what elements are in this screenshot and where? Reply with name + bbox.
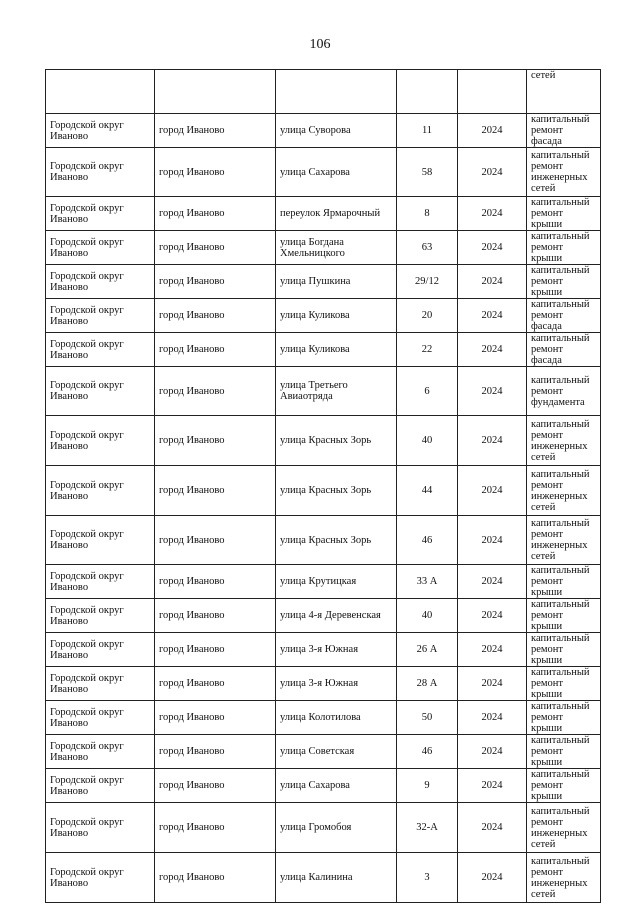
cell-year: 2024 — [458, 803, 527, 853]
cell-city — [155, 70, 276, 114]
cell-year: 2024 — [458, 735, 527, 769]
cell-district: Городской округ Иваново — [46, 516, 155, 565]
cell-year: 2024 — [458, 565, 527, 599]
table-row — [46, 769, 601, 803]
cell-street: улица 4-я Деревенская — [276, 599, 397, 633]
cell-house: 11 — [397, 114, 458, 148]
cell-district: Городской округ Иваново — [46, 114, 155, 148]
cell-district: Городской округ Иваново — [46, 265, 155, 299]
table-row — [46, 565, 601, 599]
cell-year: 2024 — [458, 299, 527, 333]
cell-street: улица Пушкина — [276, 265, 397, 299]
cell-district: Городской округ Иваново — [46, 803, 155, 853]
cell-street — [276, 70, 397, 114]
cell-year: 2024 — [458, 265, 527, 299]
table-row — [46, 516, 601, 565]
cell-house: 63 — [397, 231, 458, 265]
cell-year: 2024 — [458, 633, 527, 667]
cell-year: 2024 — [458, 197, 527, 231]
cell-street: улица 3-я Южная — [276, 667, 397, 701]
cell-work: капитальный ремонт крыши — [527, 769, 601, 803]
cell-house: 26 А — [397, 633, 458, 667]
cell-year: 2024 — [458, 148, 527, 197]
cell-year: 2024 — [458, 416, 527, 466]
cell-work: сетей — [527, 70, 601, 114]
cell-city: город Иваново — [155, 148, 276, 197]
table-row — [46, 148, 601, 197]
cell-work: капитальный ремонт инженерных сетей — [527, 803, 601, 853]
cell-city: город Иваново — [155, 599, 276, 633]
cell-house: 40 — [397, 416, 458, 466]
cell-district: Городской округ Иваново — [46, 367, 155, 416]
cell-district: Городской округ Иваново — [46, 231, 155, 265]
cell-city: город Иваново — [155, 853, 276, 903]
cell-street: улица Советская — [276, 735, 397, 769]
table-row — [46, 416, 601, 466]
cell-district — [46, 70, 155, 114]
cell-street: улица Громобоя — [276, 803, 397, 853]
cell-district: Городской округ Иваново — [46, 466, 155, 516]
cell-year: 2024 — [458, 231, 527, 265]
cell-district: Городской округ Иваново — [46, 701, 155, 735]
cell-house: 8 — [397, 197, 458, 231]
cell-street: переулок Ярмарочный — [276, 197, 397, 231]
cell-city: город Иваново — [155, 735, 276, 769]
cell-district: Городской округ Иваново — [46, 197, 155, 231]
cell-city: город Иваново — [155, 231, 276, 265]
cell-district: Городской округ Иваново — [46, 633, 155, 667]
repair-schedule-table — [45, 69, 601, 903]
cell-city: город Иваново — [155, 197, 276, 231]
cell-street: улица Третьего Авиаотряда — [276, 367, 397, 416]
cell-street: улица 3-я Южная — [276, 633, 397, 667]
table-row — [46, 667, 601, 701]
cell-work: капитальный ремонт фасада — [527, 333, 601, 367]
cell-work: капитальный ремонт крыши — [527, 197, 601, 231]
cell-work: капитальный ремонт фундамента — [527, 367, 601, 416]
continuation-row — [46, 70, 601, 114]
cell-district: Городской округ Иваново — [46, 565, 155, 599]
cell-work: капитальный ремонт фасада — [527, 299, 601, 333]
cell-year: 2024 — [458, 667, 527, 701]
table-row — [46, 466, 601, 516]
table-row — [46, 367, 601, 416]
cell-street: улица Сахарова — [276, 148, 397, 197]
cell-work: капитальный ремонт крыши — [527, 565, 601, 599]
cell-work: капитальный ремонт фасада — [527, 114, 601, 148]
cell-street: улица Красных Зорь — [276, 416, 397, 466]
cell-house: 28 А — [397, 667, 458, 701]
cell-work: капитальный ремонт инженерных сетей — [527, 853, 601, 903]
cell-city: город Иваново — [155, 516, 276, 565]
cell-district: Городской округ Иваново — [46, 853, 155, 903]
cell-work: капитальный ремонт инженерных сетей — [527, 416, 601, 466]
cell-city: город Иваново — [155, 565, 276, 599]
cell-street: улица Красных Зорь — [276, 516, 397, 565]
cell-house: 40 — [397, 599, 458, 633]
table-row — [46, 197, 601, 231]
table-row — [46, 701, 601, 735]
cell-year: 2024 — [458, 701, 527, 735]
cell-year: 2024 — [458, 466, 527, 516]
cell-work: капитальный ремонт крыши — [527, 633, 601, 667]
cell-house: 22 — [397, 333, 458, 367]
cell-year — [458, 70, 527, 114]
cell-city: город Иваново — [155, 633, 276, 667]
cell-house: 44 — [397, 466, 458, 516]
table-row — [46, 735, 601, 769]
cell-city: город Иваново — [155, 265, 276, 299]
cell-district: Городской округ Иваново — [46, 299, 155, 333]
cell-year: 2024 — [458, 367, 527, 416]
cell-house: 58 — [397, 148, 458, 197]
cell-district: Городской округ Иваново — [46, 769, 155, 803]
cell-work: капитальный ремонт крыши — [527, 735, 601, 769]
cell-house — [397, 70, 458, 114]
table-row — [46, 633, 601, 667]
cell-year: 2024 — [458, 599, 527, 633]
cell-city: город Иваново — [155, 299, 276, 333]
cell-house: 50 — [397, 701, 458, 735]
cell-work: капитальный ремонт крыши — [527, 667, 601, 701]
cell-work: капитальный ремонт инженерных сетей — [527, 148, 601, 197]
cell-city: город Иваново — [155, 114, 276, 148]
cell-year: 2024 — [458, 516, 527, 565]
cell-work: капитальный ремонт инженерных сетей — [527, 466, 601, 516]
cell-year: 2024 — [458, 114, 527, 148]
table-row — [46, 333, 601, 367]
page-number: 106 — [309, 37, 331, 52]
cell-street: улица Красных Зорь — [276, 466, 397, 516]
cell-house: 29/12 — [397, 265, 458, 299]
cell-district: Городской округ Иваново — [46, 667, 155, 701]
table-row — [46, 265, 601, 299]
cell-street: улица Куликова — [276, 333, 397, 367]
cell-street: улица Суворова — [276, 114, 397, 148]
cell-district: Городской округ Иваново — [46, 735, 155, 769]
cell-street: улица Сахарова — [276, 769, 397, 803]
cell-district: Городской округ Иваново — [46, 416, 155, 466]
cell-house: 20 — [397, 299, 458, 333]
cell-house: 3 — [397, 853, 458, 903]
table-row — [46, 231, 601, 265]
cell-year: 2024 — [458, 769, 527, 803]
cell-work: капитальный ремонт крыши — [527, 599, 601, 633]
table-row — [46, 803, 601, 853]
cell-street: улица Крутицкая — [276, 565, 397, 599]
cell-house: 9 — [397, 769, 458, 803]
cell-city: город Иваново — [155, 333, 276, 367]
cell-house: 46 — [397, 516, 458, 565]
table-row — [46, 599, 601, 633]
cell-district: Городской округ Иваново — [46, 599, 155, 633]
table-body — [46, 70, 601, 903]
cell-work: капитальный ремонт крыши — [527, 265, 601, 299]
cell-district: Городской округ Иваново — [46, 148, 155, 197]
cell-house: 33 А — [397, 565, 458, 599]
cell-year: 2024 — [458, 853, 527, 903]
cell-house: 6 — [397, 367, 458, 416]
cell-street: улица Богдана Хмельницкого — [276, 231, 397, 265]
cell-year: 2024 — [458, 333, 527, 367]
cell-city: город Иваново — [155, 667, 276, 701]
cell-city: город Иваново — [155, 701, 276, 735]
table-row — [46, 114, 601, 148]
cell-house: 32-А — [397, 803, 458, 853]
cell-work: капитальный ремонт крыши — [527, 701, 601, 735]
cell-city: город Иваново — [155, 367, 276, 416]
cell-city: город Иваново — [155, 416, 276, 466]
cell-work: капитальный ремонт инженерных сетей — [527, 516, 601, 565]
table-row — [46, 299, 601, 333]
cell-city: город Иваново — [155, 466, 276, 516]
cell-street: улица Калинина — [276, 853, 397, 903]
table-row — [46, 853, 601, 903]
cell-house: 46 — [397, 735, 458, 769]
cell-district: Городской округ Иваново — [46, 333, 155, 367]
cell-street: улица Колотилова — [276, 701, 397, 735]
cell-street: улица Куликова — [276, 299, 397, 333]
cell-city: город Иваново — [155, 803, 276, 853]
cell-city: город Иваново — [155, 769, 276, 803]
cell-work: капитальный ремонт крыши — [527, 231, 601, 265]
